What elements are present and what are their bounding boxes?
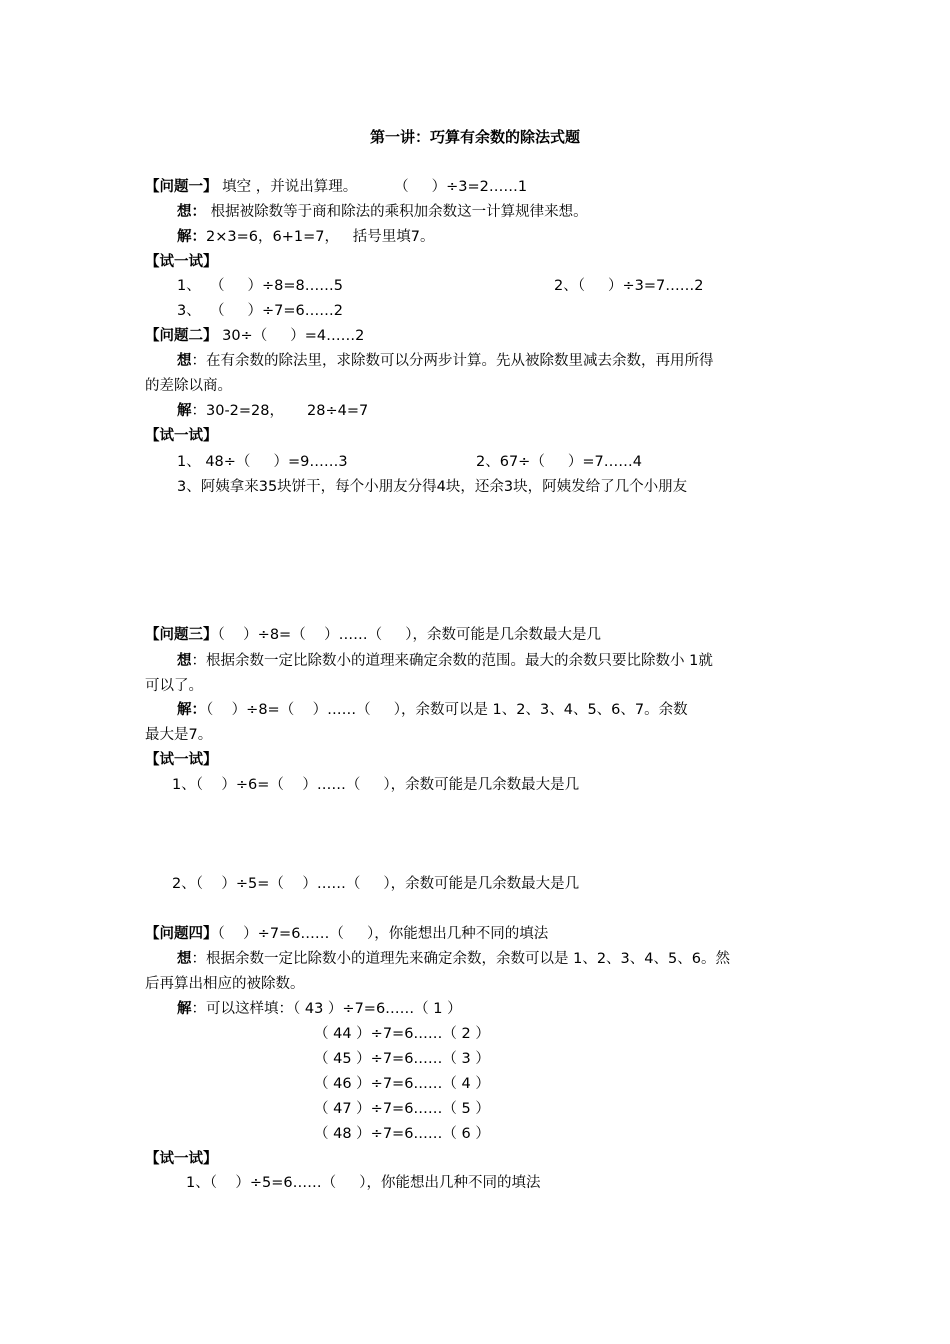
solution-text: ：可以这样填： <box>191 1001 293 1017</box>
think-text: ：在有余数的除法里，求除数可以分两步计算。先从被除数里减去余数，再用所得 <box>191 353 714 369</box>
try-heading-3: 【试一试】 <box>145 752 218 768</box>
think-text: 根据被除数等于商和除法的乘积加余数这一计算规律来想。 <box>206 204 588 220</box>
exercise-2-2: 2、67÷（ ）=7……4 <box>476 454 642 470</box>
problem-2-heading: 【问题二】 <box>145 328 218 344</box>
solution-label: 解 <box>177 403 192 419</box>
think-label: 想： <box>177 204 206 220</box>
problem-4-line <box>145 924 548 944</box>
solution-row: （ 47 ）÷7=6……（ 5 ） <box>314 1101 490 1117</box>
problem-1-text: 填空 ，并说出算理。 （ ）÷3=2……1 <box>217 179 528 195</box>
think-text: ：根据余数一定比除数小的道理来确定余数的范围。最大的余数只要比除数小 1就 <box>191 653 713 669</box>
problem-3-think-cont: 可以了。 <box>145 678 203 694</box>
solution-label: 解 <box>177 1001 192 1017</box>
exercise-2-3: 3、阿姨拿来35块饼干，每个小朋友分得4块，还余3块，阿姨发给了几个小朋友 <box>177 479 688 495</box>
solution-label: 解： <box>177 229 206 245</box>
try-heading-4: 【试一试】 <box>145 1151 218 1167</box>
problem-2-think <box>177 351 714 371</box>
problem-3-think <box>177 651 713 671</box>
exercise-3-1: 1、（ ）÷6=（ ）……（ ），余数可能是几余数最大是几 <box>172 777 580 793</box>
solution-label: 解： <box>177 702 206 718</box>
problem-2-text: 30÷（ ）=4……2 <box>217 328 365 344</box>
problem-2-line <box>145 326 364 346</box>
try-heading-2: 【试一试】 <box>145 428 218 444</box>
problem-4-think <box>177 949 730 969</box>
exercise-1-3: 3、 （ ）÷7=6……2 <box>177 303 343 319</box>
solution-row: （ 43 ）÷7=6……（ 1 ） <box>293 1001 462 1017</box>
problem-3-heading: 【问题三】 <box>145 627 218 643</box>
exercise-4-1: 1、（ ）÷5=6……（ ），你能想出几种不同的填法 <box>186 1175 541 1191</box>
problem-4-text: （ ）÷7=6……（ ），你能想出几种不同的填法 <box>217 926 549 942</box>
problem-3-solution-cont: 最大是7。 <box>145 727 213 743</box>
solution-text: （ ）÷8=（ ）……（ ），余数可以是 1、2、3、4、5、6、7。余数 <box>206 702 688 718</box>
problem-1-think <box>177 202 588 222</box>
think-text: ：根据余数一定比除数小的道理先来确定余数，余数可以是 1、2、3、4、5、6。然 <box>191 951 730 967</box>
problem-1-solution <box>177 227 435 247</box>
solution-text: 2×3=6，6+1=7， 括号里填7。 <box>206 229 435 245</box>
solution-row: （ 46 ）÷7=6……（ 4 ） <box>314 1076 490 1092</box>
think-label: 想 <box>177 951 192 967</box>
try-heading-1: 【试一试】 <box>145 254 218 270</box>
problem-1-heading: 【问题一】 <box>145 179 218 195</box>
problem-4-solution <box>177 999 462 1019</box>
think-label: 想 <box>177 653 192 669</box>
exercise-1-2: 2、（ ）÷3=7……2 <box>554 278 704 294</box>
problem-2-think-cont: 的差除以商。 <box>145 378 232 394</box>
problem-3-line <box>145 625 601 645</box>
solution-text: ：30-2=28， 28÷4=7 <box>191 403 369 419</box>
think-label: 想 <box>177 353 192 369</box>
exercise-3-2: 2、（ ）÷5=（ ）……（ ），余数可能是几余数最大是几 <box>172 876 580 892</box>
solution-row: （ 48 ）÷7=6……（ 6 ） <box>314 1126 490 1142</box>
problem-2-solution <box>177 401 368 421</box>
page-title: 第一讲：巧算有余数的除法式题 <box>369 128 580 146</box>
exercise-1-1: 1、 （ ）÷8=8……5 <box>177 278 343 294</box>
problem-3-text: （ ）÷8=（ ）……（ ），余数可能是几余数最大是几 <box>217 627 601 643</box>
problem-1-line <box>145 177 527 197</box>
problem-4-heading: 【问题四】 <box>145 926 218 942</box>
problem-4-think-cont: 后再算出相应的被除数。 <box>145 976 305 992</box>
exercise-2-1: 1、 48÷（ ）=9……3 <box>177 454 348 470</box>
problem-3-solution <box>177 700 688 720</box>
solution-row: （ 44 ）÷7=6……（ 2 ） <box>314 1026 490 1042</box>
solution-row: （ 45 ）÷7=6……（ 3 ） <box>314 1051 490 1067</box>
